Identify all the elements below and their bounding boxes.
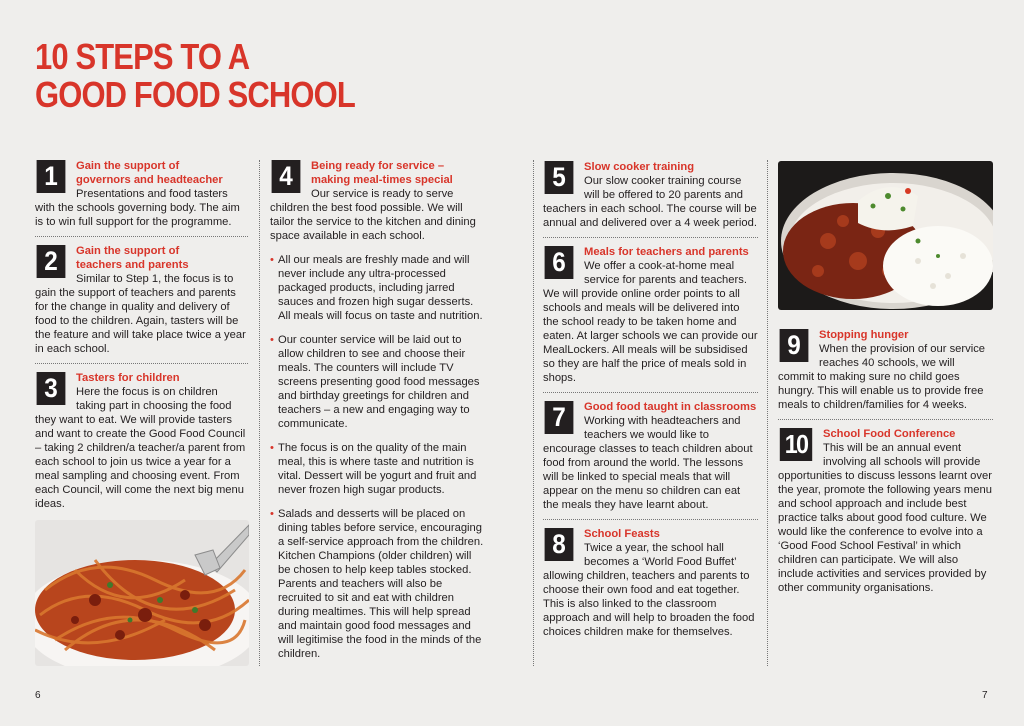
divider [543,237,758,238]
chili-rice-photo [778,161,993,310]
step-number-badge: 1 [37,160,66,193]
step-heading: governors and headteacher [76,174,223,186]
divider [35,363,248,364]
step-body: Our slow cooker training course will be offered to 20 parents and teachers in each school. The course will be annual and delivered over a 4 week period. [543,175,757,229]
step-body: This will be an annual event involving all schools will provide opportunities to discuss lessons learnt over the year, promote the following years menu and school approach and include best practice talks about good food culture. We would like the conference to evolve into a ‘Good Food School Festival’ in which children can participate. We will also include activities and services provided by other community organisations. [778,442,992,594]
step-number-badge: 4 [272,160,301,193]
bullet-icon: • [270,334,274,346]
list-item: • Our counter service will be laid out to allow children to see and choose their meals. The counters will include TV screens presenting good food messages and birthday greetings for children and teachers – a new and engaging way to communicate. [270,334,480,430]
step-heading: teachers and parents [76,259,189,271]
step-number-badge: 8 [545,528,574,561]
list-item: • All our meals are freshly made and will never include any ultra-processed packaged products, including jarred sauces and frozen high sugar desserts. All meals will focus on taste and nutrition. [270,254,483,322]
step-number-badge: 7 [545,401,574,434]
step-number-badge: 3 [37,372,66,405]
step-heading: Stopping hunger [819,329,909,341]
step-7 [543,400,758,512]
step-heading: School Feasts [584,528,660,540]
spaghetti-image [35,520,249,666]
spaghetti-photo [35,520,249,666]
page-number-left: 6 [35,690,41,701]
column-3 [543,160,758,639]
step-5 [543,160,758,230]
step-body: Similar to Step 1, the focus is to gain the support of teachers and parents for the change in quality and delivery of food to the children. Again, tasters will be the feature and will take place twice a year in each school. [35,273,246,355]
column-divider [259,160,260,666]
bullet-icon: • [270,442,274,454]
step-9 [778,328,993,412]
step-heading: making meal-times special [311,174,453,186]
column-1 [35,159,248,511]
chili-rice-image [778,161,993,310]
step-heading: Slow cooker training [584,161,695,173]
bullet-list [270,253,485,661]
step-heading: Tasters for children [76,372,180,384]
step-8 [543,527,758,639]
step-4 [270,159,485,661]
step-10 [778,427,993,595]
step-heading: Gain the support of [76,160,180,172]
step-1 [35,159,248,229]
column-divider [533,160,534,666]
column-2 [270,159,485,671]
step-heading: Gain the support of [76,245,180,257]
step-number-badge: 2 [37,245,66,278]
page-number-right: 7 [982,690,988,701]
step-2 [35,244,248,356]
title-line-1: 10 STEPS TO A [35,36,250,77]
step-body: Presentations and food tasters with the schools governing body. The aim is to win full support for the programme. [35,188,240,228]
step-heading: Meals for teachers and parents [584,246,749,258]
list-item: • The focus is on the quality of the main meal, this is where taste and nutrition is vital. Dessert will be yogurt and fruit and never frozen high sugar products. [270,442,477,496]
step-body: We offer a cook-at-home meal service for parents and teachers. We will provide online order points to all schools and meals will be delivered into the school ready to be taken home and eaten. At larger schools we can provide our MealLockers. All meals will be subsidised so they are half the price of meals sold in shops. [543,260,758,384]
column-4 [778,328,993,595]
list-item: • Salads and desserts will be placed on dining tables before service, encouraging a self-service approach from the children. Kitchen Champions (older children) will be chosen to help keep tables stocked. Parents and teachers will also be recruited to sit and eat with children during mealtimes. This will help spread and maintain good food messages and will legitimise the food in the minds of the children. [270,508,484,660]
bullet-icon: • [270,508,274,520]
step-number-badge: 10 [780,428,812,461]
column-divider [767,160,768,666]
title-line-2: GOOD FOOD SCHOOL [35,74,355,115]
step-body: When the provision of our service reaches 40 schools, we will commit to making sure no child goes hungry. This will enable us to provide free meals to children/families for 4 weeks. [778,343,986,411]
divider [35,236,248,237]
step-number-badge: 6 [545,246,574,279]
step-number-badge: 9 [780,329,809,362]
page-title [35,38,396,114]
step-heading: School Food Conference [823,428,956,440]
step-body: Working with headteachers and teachers we would like to encourage classes to teach children about food from around the world. The lessons will be linked to special meals that will appear on the menu so children can eat the meals they have learnt about. [543,415,753,511]
step-3 [35,371,248,511]
divider [778,419,993,420]
step-6 [543,245,758,385]
step-body: Twice a year, the school hall becomes a ‘World Food Buffet’ allowing children, teachers and parents to choose their own food and eat together. This is also linked to the classroom approach and will help to broaden the food choices children make for themselves. [543,542,755,638]
step-body: Here the focus is on children taking part in choosing the food they want to eat. We will provide tasters and want to create the Good Food Council – taking 2 children/a teacher/a parent from each school to join us twice a year for a meal sampling and choosing event. From each Council, will come the next big menu ideas. [35,386,246,510]
divider [543,519,758,520]
step-number-badge: 5 [545,161,574,194]
bullet-icon: • [270,254,274,266]
step-heading: Being ready for service – [311,160,445,172]
step-body: Our service is ready to serve children the best food possible. We will tailor the service to the kitchen and dining space available in each school. [270,188,476,242]
step-heading: Good food taught in classrooms [584,401,757,413]
divider [543,392,758,393]
